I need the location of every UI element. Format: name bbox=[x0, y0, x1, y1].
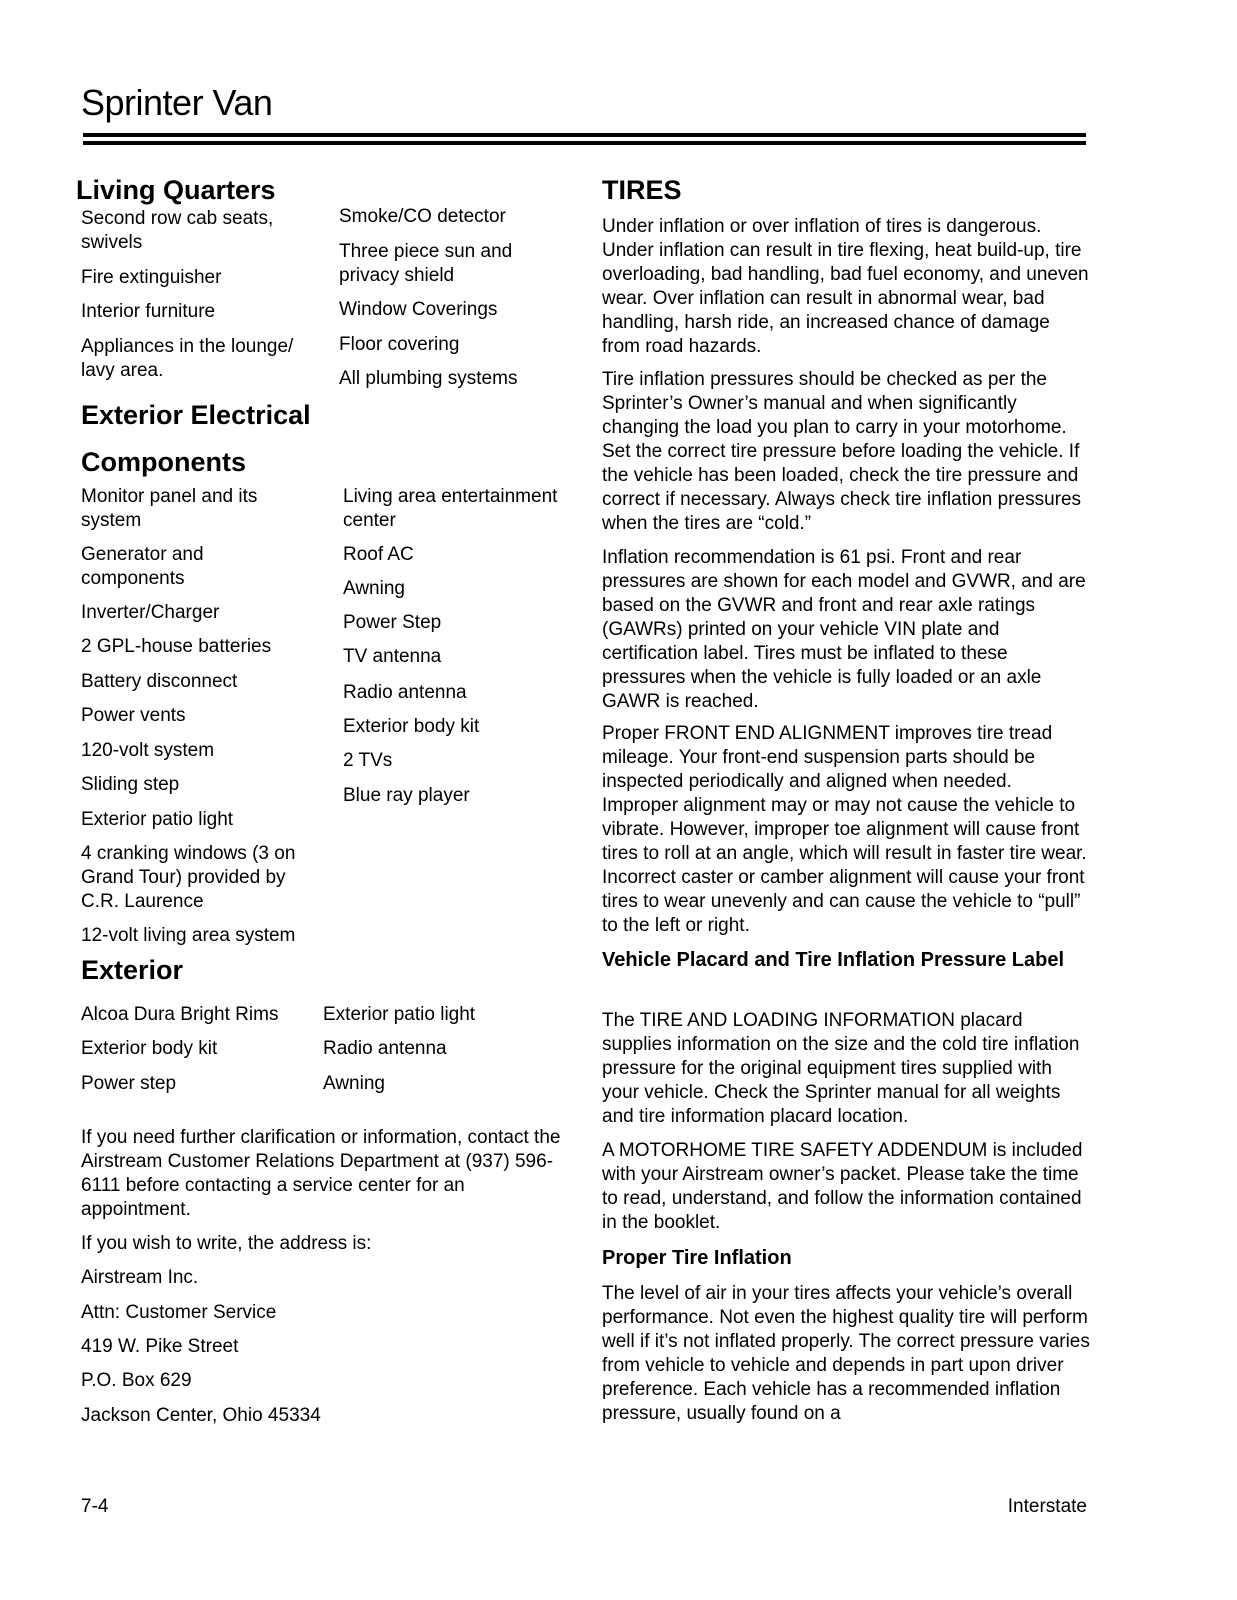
tires-heading: TIRES bbox=[602, 175, 682, 205]
tires-paragraph: Proper FRONT END ALIGNMENT improves tire tread mileage. Your front-end suspension parts should be inspected periodically and aligned when needed. Improper alignment may or may not cause the vehicle to vibrate. However, improper toe alignment will cause front tires to roll at an angle, which will result in faster tire wear. Incorrect caster or camber alignment will cause your front tires to wear unevenly and can cause the vehicle to “pull” to the left or right. bbox=[602, 723, 1087, 936]
list-item: Second row cab seats, swivels bbox=[81, 208, 274, 253]
list-item: Exterior patio light bbox=[323, 1004, 476, 1025]
list-item: Radio antenna bbox=[343, 682, 467, 703]
list-item: Sliding step bbox=[81, 774, 180, 795]
tires-paragraph: Inflation recommendation is 61 psi. Front and rear pressures are shown for each model and GVWR, and are based on the GVWR and front and rear axle ratings (GAWRs) printed on your vehicle VIN plate and certification label. Tires must be inflated to these pressures when the vehicle is fully loaded or an axle GAWR is reached. bbox=[602, 547, 1086, 712]
list-item: Power vents bbox=[81, 705, 186, 726]
list-item: Inverter/Charger bbox=[81, 602, 220, 623]
list-item: All plumbing systems bbox=[339, 368, 518, 389]
list-item: Radio antenna bbox=[323, 1038, 447, 1059]
placard-heading: Vehicle Placard and Tire Inflation Pressure Label bbox=[602, 949, 1065, 971]
list-item: Interior furniture bbox=[81, 301, 216, 322]
address-line: Attn: Customer Service bbox=[81, 1302, 277, 1323]
contact-paragraph: If you need further clarification or information, contact the Airstream Customer Relations Department at (937) 596-6111 before contacting a service center for an appointment. bbox=[81, 1127, 561, 1220]
list-item: 2 TVs bbox=[343, 750, 393, 771]
list-item: Fire extinguisher bbox=[81, 267, 222, 288]
list-item: Monitor panel and its system bbox=[81, 486, 258, 531]
address-line: 419 W. Pike Street bbox=[81, 1336, 239, 1357]
list-item: Exterior body kit bbox=[343, 716, 480, 737]
list-item: Alcoa Dura Bright Rims bbox=[81, 1004, 279, 1025]
header-rule-bottom bbox=[83, 141, 1086, 145]
list-item: Power step bbox=[81, 1073, 177, 1094]
tires-paragraph: Tire inflation pressures should be checked as per the Sprinter’s Owner’s manual and when significantly changing the load you plan to carry in your motorhome. Set the correct tire pressure before loading the vehicle. If the vehicle has been loaded, check the tire pressure and correct if necessary. Always check tire inflation pressures when the tires are “cold.” bbox=[602, 369, 1082, 534]
list-item: Smoke/CO detector bbox=[339, 206, 506, 227]
list-item: Awning bbox=[343, 578, 405, 599]
list-item: Floor covering bbox=[339, 334, 460, 355]
list-item: 120-volt system bbox=[81, 740, 215, 761]
address-line: Airstream Inc. bbox=[81, 1267, 199, 1288]
list-item: 4 cranking windows (3 on Grand Tour) provided by C.R. Laurence bbox=[81, 843, 296, 912]
list-item: Exterior body kit bbox=[81, 1038, 218, 1059]
exterior-electrical-heading: Exterior Electrical Components bbox=[81, 400, 311, 477]
exterior-heading: Exterior bbox=[81, 955, 184, 985]
placard-paragraph: A MOTORHOME TIRE SAFETY ADDENDUM is included with your Airstream owner’s packet. Please take the time to read, understand, and follow the information contained in the booklet. bbox=[602, 1140, 1083, 1233]
list-item: Window Coverings bbox=[339, 299, 498, 320]
list-item: 12-volt living area system bbox=[81, 925, 296, 946]
list-item: TV antenna bbox=[343, 646, 442, 667]
list-item: 2 GPL-house batteries bbox=[81, 636, 272, 657]
tires-paragraph: Under inflation or over inflation of tires is dangerous. Under inflation can result in tire flexing, heat build-up, tire overloading, bad handling, bad fuel economy, and uneven wear. Over inflation can result in abnormal wear, bad handling, harsh ride, an increased chance of damage from road hazards. bbox=[602, 216, 1089, 357]
living-quarters-heading: Living Quarters bbox=[76, 175, 276, 205]
list-item: Power Step bbox=[343, 612, 442, 633]
write-intro: If you wish to write, the address is: bbox=[81, 1233, 372, 1254]
list-item: Battery disconnect bbox=[81, 671, 238, 692]
page-number: 7-4 bbox=[81, 1496, 109, 1517]
list-item: Roof AC bbox=[343, 544, 414, 565]
address-line: Jackson Center, Ohio 45334 bbox=[81, 1405, 321, 1426]
list-item: Awning bbox=[323, 1073, 385, 1094]
placard-paragraph: The TIRE AND LOADING INFORMATION placard supplies information on the size and the cold tire inflation pressure for the original equipment tires supplied with your vehicle. Check the Sprinter manual for all weights and tire information placard location. bbox=[602, 1010, 1080, 1127]
inflation-heading: Proper Tire Inflation bbox=[602, 1247, 792, 1269]
footer-model: Interstate bbox=[1007, 1496, 1087, 1517]
header-rule-top bbox=[83, 133, 1086, 137]
inflation-paragraph: The level of air in your tires affects your vehicle’s overall performance. Not even the highest quality tire will perform well if it’s not inflated properly. The correct pressure varies from vehicle to vehicle and depends in part upon driver preference. Each vehicle has a recommended inflation pressure, usually found on a bbox=[602, 1283, 1090, 1424]
address-line: P.O. Box 629 bbox=[81, 1370, 192, 1391]
list-item: Three piece sun and privacy shield bbox=[339, 241, 513, 286]
list-item: Appliances in the lounge/ lavy area. bbox=[81, 336, 294, 381]
page-title: Sprinter Van bbox=[81, 82, 273, 123]
list-item: Generator and components bbox=[81, 544, 204, 589]
list-item: Blue ray player bbox=[343, 785, 470, 806]
list-item: Exterior patio light bbox=[81, 809, 234, 830]
list-item: Living area entertainment center bbox=[343, 486, 558, 531]
